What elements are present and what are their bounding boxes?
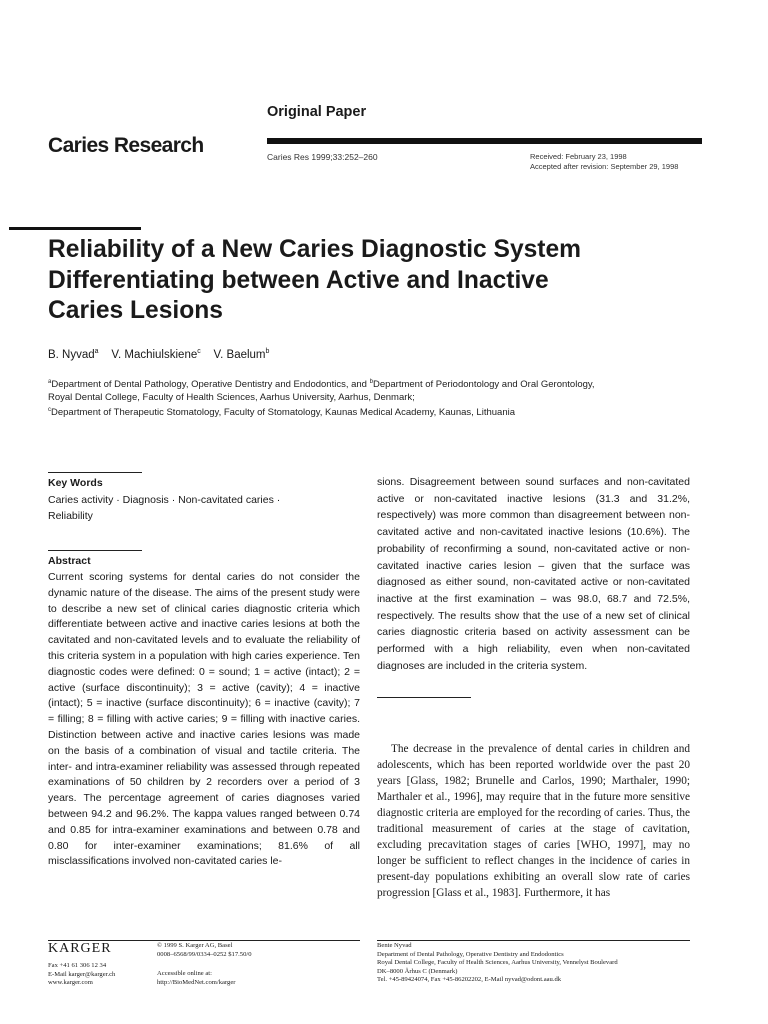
publisher-fax: Fax +41 61 306 12 34 [48,962,107,969]
affiliations [48,376,608,419]
introduction-text: The decrease in the prevalence of dental caries in children and adolescents, which has been reported worldwide over the past 20 years [Glass, 1982; Brunelle and Carlos, 1990; Marthaler, 1990; Marthaler et al., 1996], may require that in the future more sensitive diagnostic criteria are employed for the recording of caries. Thus, the traditional measurement of caries at the stage of cavitation, excluding precavitation stages of caries [WHO, 1997], may no longer be sufficient to reflect changes in the incidence of caries in present-day populations exhibiting an overall slow rate of caries progression [Glass et al., 1983]. Furthermore, it has [377,743,690,899]
received-dates [530,152,678,171]
header-rule [267,138,702,144]
title-rule [9,227,141,230]
corresp-dept: Department of Dental Pathology, Operative Dentistry and Endodontics [377,950,564,958]
corresp-name: Bente Nyvad [377,942,412,949]
author-name: V. Machiulskiene [111,349,198,361]
keywords-line: Reliability [48,510,93,522]
publisher-logo: KARGER [48,941,112,956]
corresp-contact[interactable]: Tel. +45-89424074, Fax +45-86202202, E-Mail nyvad@odont.aau.dk [377,976,562,984]
affil-marker: b [369,379,373,385]
footer-rule-right [377,940,690,941]
affiliation-c: Department of Therapeutic Stomatology, Faculty of Stomatology, Kaunas Medical Academy, Kaunas, Lithuania [51,407,515,418]
publisher-contact [48,962,115,988]
keywords-list [48,492,348,524]
affiliation-b: Department of Periodontology and Oral Gerontology, Royal Dental College, Faculty of Health Sciences, Aarhus University, Aarhus, Denmark; [48,379,595,403]
article-title: Reliability of a New Caries Diagnostic System Differentiating between Active and Inactive Caries Lesions [48,236,582,324]
author-name: V. Baelum [213,349,266,361]
received-date: Received: February 23, 1998 [530,152,627,161]
accepted-date: Accepted after revision: September 29, 1998 [530,161,679,171]
corresp-institution: Royal Dental College, Faculty of Health Sciences, Aarhus University, Vennelyst Boulevard [377,959,618,967]
author-affil-marker: b [265,348,270,355]
author-name: B. Nyvad [48,349,95,361]
abstract-rule [48,550,142,551]
affil-marker: c [48,407,51,413]
online-access [157,970,235,987]
citation: Caries Res 1999;33:252–260 [267,152,378,162]
issn-text: 0008–6568/99/0334–0252 $17.50/0 [157,950,252,958]
author-affil-marker: a [94,348,99,355]
paper-type-label: Original Paper [267,104,367,120]
keywords-heading: Key Words [48,477,103,489]
publisher-website[interactable]: www.karger.com [48,979,93,987]
correspondence-address [377,942,618,985]
affiliation-a: Department of Dental Pathology, Operative Dentistry and Endodontics, and [51,379,367,390]
publisher-email[interactable]: E-Mail karger@karger.ch [48,970,116,978]
abstract-text-continued: sions. Disagreement between sound surfaces and non-cavitated active or non-cavitated inactive lesions (31.3 and 31.2%, respectively) was more common than disagreement between non-cavitated active and non-cavitated inactive lesions (10.6%). The probability of reconfirming a sound, non-cavitated active or non-cavitated inactive caries lesion – given that the surface was diagnosed as either sound, non-cavitated active or non-cavitated inactive at the first examination – was 98.0, 68.7 and 72.5%, respectively. The results show that the use of a new set of clinical caries diagnostic criteria based on activity assessment can be performed with a high reliability, even when non-cavitated diagnoses are included in the criteria system. [377,476,690,672]
corresp-address: DK–8000 Århus C (Denmark) [377,967,458,975]
author-list [48,348,269,361]
journal-name: Caries Research [48,134,204,157]
online-url[interactable]: http://BioMedNet.com/karger [157,978,236,986]
copyright-text: © 1999 S. Karger AG, Basel [157,942,233,949]
keywords-rule [48,472,142,473]
abstract-end-rule [377,697,471,698]
online-label: Accessible online at: [157,970,212,977]
abstract-heading: Abstract [48,555,91,567]
keywords-line: Caries activity · Diagnosis · Non-cavitated caries · [48,494,281,506]
abstract-text: Current scoring systems for dental caries do not consider the dynamic nature of the disease. The aims of the present study were to describe a new set of clinical caries diagnostic criteria which differentiate between active and inactive caries lesions at both the cavitated and non-cavitated levels and to evaluate the reliability of this criteria system in a population with high caries experience. Ten diagnostic codes were defined: 0 = sound; 1 = active (intact); 2 = active (surface discontinuity); 3 = active (cavity); 4 = inactive (intact); 5 = inactive (surface discontinuity); 6 = inactive (cavity); 7 = filling; 8 = filling with active caries; 9 = filling with inactive caries. Distinction between active and inactive caries lesions was made on the basis of a combination of visual and tactile criteria. The inter- and intra-examiner reliability was assessed through repeated examinations of 50 children by 2 recorders over a period of 3 years. The percentage agreement of caries diagnoses varied between 94.2 and 96.2%. The kappa values ranged between 0.74 and 0.85 for intra-examiner examinations and between 0.78 and 0.80 for inter-examiner examinations; 81.6% of all misclassifications involved non-cavitated caries le- [48,571,360,868]
author-affil-marker: c [197,348,201,355]
copyright-block [157,942,252,959]
affil-marker: a [48,379,52,385]
